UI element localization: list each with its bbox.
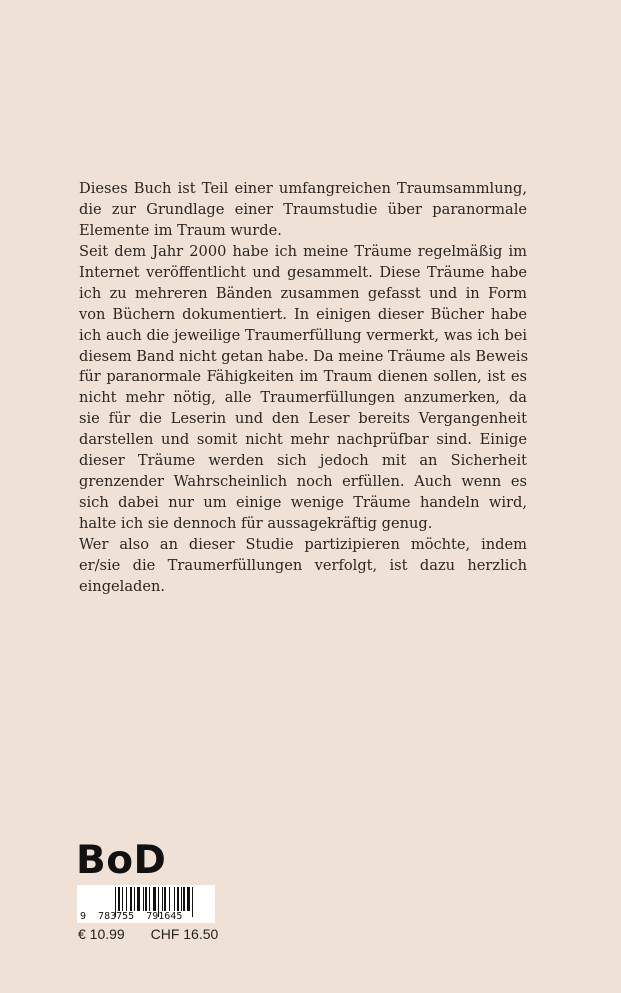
blurb-line: halte ich sie dennoch für aussagekräftig genug. [79,515,433,532]
barcode-bar [164,887,166,911]
isbn-number: 9 783755 791645 [80,911,183,922]
blurb-line: diesem Band nicht getan habe. Da meine Träume als Beweis [79,347,529,365]
blurb-line: er/sie die Traumerfüllungen verfolgt, ist dazu herzlich [79,556,527,574]
blurb-line: sich dabei nur um einige wenige Träume handeln wird, [79,494,527,512]
barcode-bar [169,887,170,911]
back-cover-blurb [79,179,527,598]
blurb-line: für paranormale Fähigkeiten im Traum dienen sollen, ist es [79,368,527,386]
blurb-line: von Büchern dokumentiert. In einigen dieser Bücher habe [79,305,527,323]
barcode-bar [153,887,156,911]
blurb-line: Wer also an dieser Studie partizipieren möchte, indem [79,535,527,553]
barcode-bar [177,887,179,911]
price-chf: CHF 16.50 [150,926,219,942]
blurb-line: Dieses Buch ist Teil einer umfangreichen Traumsammlung, [79,180,527,197]
barcode-bar [143,887,144,911]
blurb-line: nicht mehr nötig, alle Traumerfüllungen anzumerken, da [79,389,527,407]
barcode-bar [145,887,147,911]
barcode-bar [137,887,140,911]
blurb-line: sie für die Leserin und den Leser bereits Vergangenheit [79,410,527,428]
blurb-line: die zur Grundlage einer Traumstudie über paranormale [79,200,527,218]
barcode-bar [183,887,185,911]
blurb-line: Internet veröffentlicht und gesammelt. Diese Träume habe [79,263,527,281]
barcode-bar [126,887,127,911]
prices [78,926,240,942]
blurb-line: ich auch die jeweilige Traumerfüllung vermerkt, was ich bei [79,326,527,344]
barcode-bar [174,887,175,911]
blurb-line: darstellen und somit nicht mehr nachprüfbar sind. Einige [79,431,527,449]
barcode-bar [187,887,190,911]
isbn-barcode [77,885,215,923]
barcode-bar [130,887,132,911]
blurb-line: ich zu mehreren Bänden zusammen gefasst und in Form [79,284,527,302]
publisher-logo: BoD [76,838,167,883]
blurb-line: eingeladen. [79,577,166,595]
blurb-line: grenzender Wahrscheinlich noch erfüllen. Auch wenn es [79,473,527,491]
blurb-line: dieser Träume werden sich jedoch mit an Sicherheit [79,452,527,470]
barcode-bar [181,887,182,911]
barcode-bar [192,887,193,917]
price-eur: € 10.99 [78,926,125,942]
barcode-bar [162,887,163,911]
barcode-bar [122,887,123,911]
barcode-bar [134,887,135,911]
barcode-bar [149,887,150,911]
barcode-bars [115,887,211,914]
barcode-bar [118,887,120,911]
blurb-line: Elemente im Traum wurde. [79,221,282,239]
blurb-line: Seit dem Jahr 2000 habe ich meine Träume regelmäßig im [79,242,527,260]
